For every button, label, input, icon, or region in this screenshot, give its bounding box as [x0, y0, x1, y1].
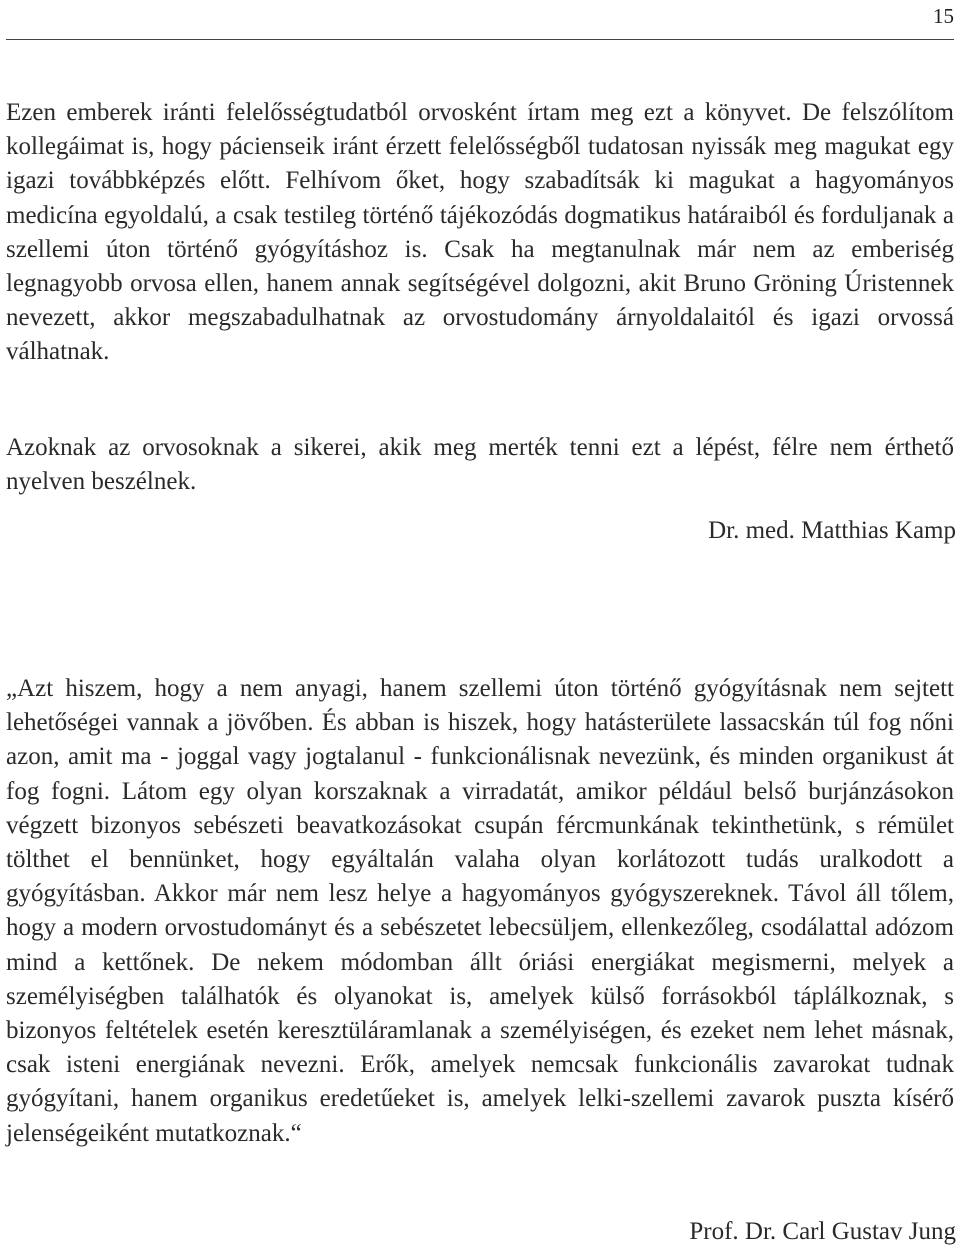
signature-jung: Prof. Dr. Carl Gustav Jung [689, 1218, 956, 1245]
paragraph-text: Ezen emberek iránti felelősségtudatból orvosként írtam meg ezt a könyvet. De felszólítom kollegáimat is, hogy pácienseik iránt érzett felelősségből tudatosan nyissák meg magukat egy igazi továbbképzés előtt. Felhívom őket, hogy szabadítsák ki magukat a hagyományos medicína egyoldalú, a csak testileg történő tájékozódás dogmatikus határaiból és forduljanak a szellemi úton történő gyógyításhoz is. Csak ha megtanulnak már nem az emberiség legnagyobb orvosa ellen, hanem annak segítségével dolgozni, akit Bruno Gröning Úristennek nevezett, akkor megszabadulhatnak az orvostudomány árnyoldalaitól és igazi orvossá válhatnak. [6, 99, 954, 366]
quote-paragraph [6, 672, 954, 1151]
paragraph-text: Azoknak az orvosoknak a sikerei, akik meg merték tenni ezt a lépést, félre nem érthető nyelven beszélnek. [6, 434, 954, 496]
header-rule [6, 39, 954, 40]
body-paragraph-2 [6, 431, 954, 499]
quote-text: „Azt hiszem, hogy a nem anyagi, hanem szellemi úton történő gyógyításnak nem sejtett lehetőségei vannak a jövőben. És abban is hiszek, hogy hatásterülete lassacskán túl fog nőni azon, amit ma - joggal vagy jogtalanul - funkcionálisnak nevezünk, és minden organikust át fog fogni. Látom egy olyan korszaknak a virradatát, amikor például belső burjánzásokon végzett bizonyos sebészeti beavatkozásokat csupán fércmunkának tekinthetünk, s rémület tölthet el bennünket, hogy egyáltalán valaha olyan korlátozott tudás uralkodott a gyógyításban. Akkor már nem lesz helye a hagyományos gyógyszereknek. Távol áll tőlem, hogy a modern orvostudományt és a sebészetet lebecsüljem, ellenkezőleg, csodálattal adózom mind a kettőnek. De nekem módomban állt óriási energiákat megismerni, melyek a személyiségben találhatók és olyanokat is, amelyek külső forrásokból táplálkoznak, s bizonyos feltételek esetén keresztüláramlanak a személyiségen, és ezeket nem lehet másnak, csak isteni energiának nevezni. Erők, amelyek nemcsak funkcionális zavarokat tudnak gyógyítani, hanem organikus eredetűeket is, amelyek lelki-szellemi zavarok puszta kísérő jelenségeiként mutatkoznak.“ [6, 675, 954, 1147]
body-paragraph-1 [6, 96, 954, 370]
page-number: 15 [933, 4, 954, 28]
signature-kamp: Dr. med. Matthias Kamp [708, 517, 956, 544]
